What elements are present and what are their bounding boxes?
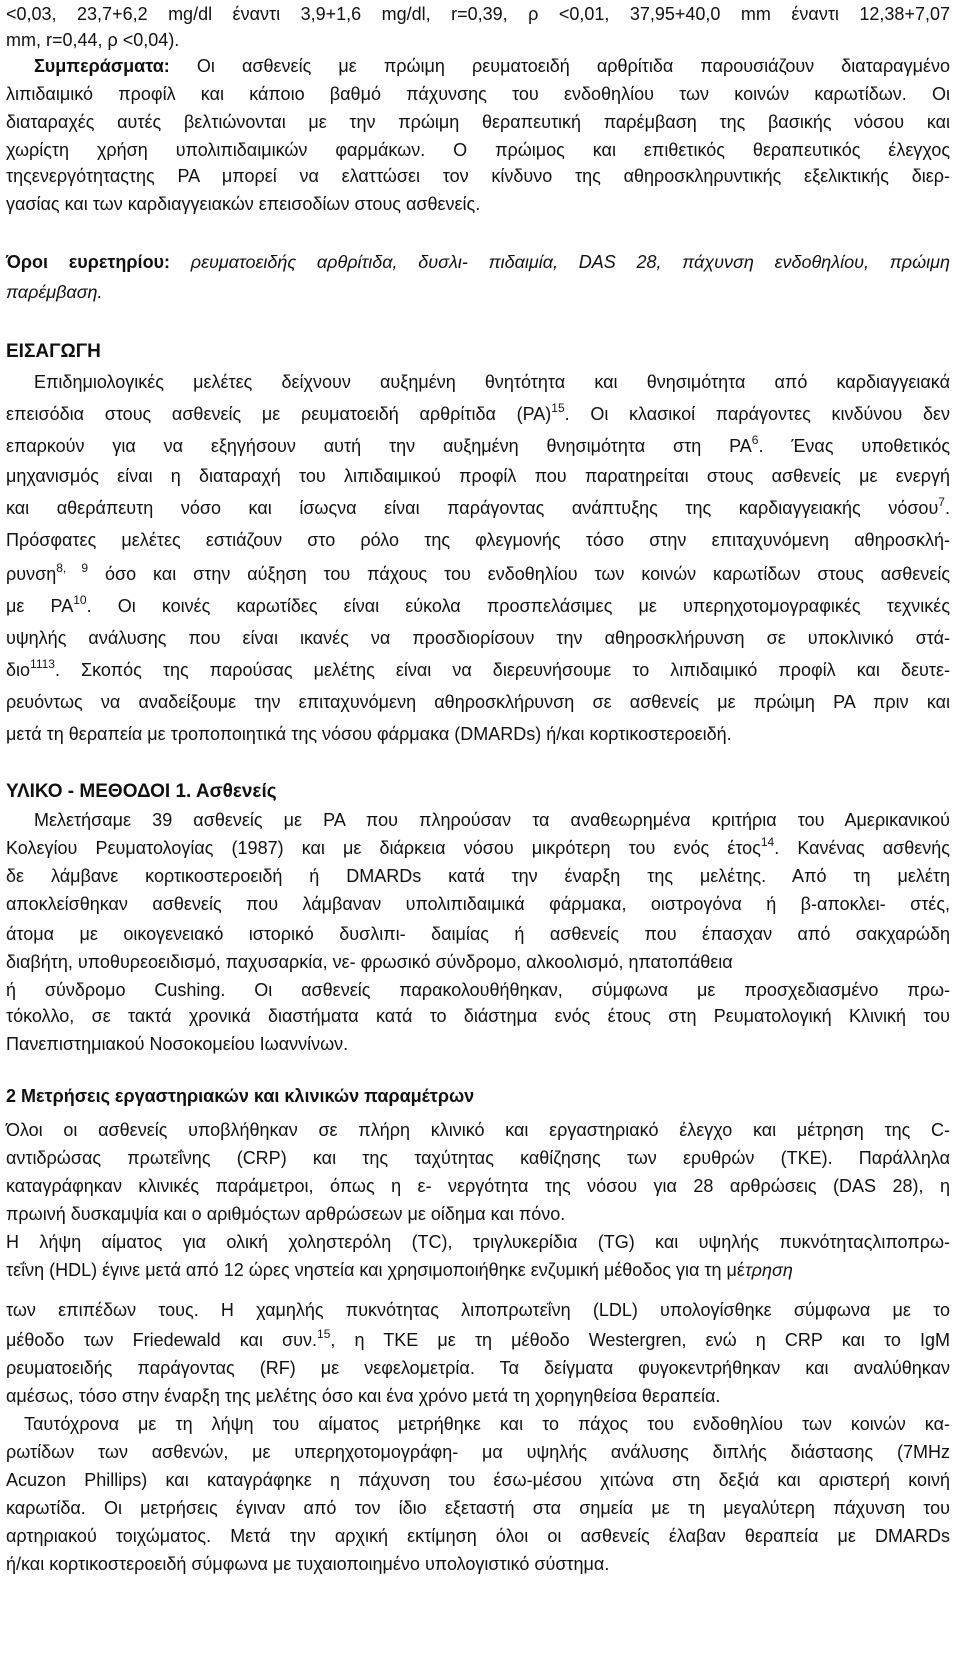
intro-line: επεισόδια στους ασθενείς με ρευματοειδή αρθρίτιδα $(PA)^{15}$. Οι κλασικοί παράγοντες κινδύνου δεν: [6, 401, 950, 424]
abstract-line: χωρίςτη χρήση υπολιπιδαιμικών φαρμάκων. Ο πρώιμος και επιθετικός θεραπευτικός έλεγχος: [6, 140, 950, 160]
keywords-label: Όροι ευρετηρίου:: [6, 252, 171, 272]
intro-line: με ΡΑ$^{10}$. Οι κοινές καρωτίδες είναι εύκολα προσπελάσιμες με υπερηχοτομογραφικές τεχνικές: [6, 593, 950, 616]
section-heading-introduction: ΕΙΣΑΓΩΓΗ: [6, 341, 101, 362]
keywords-line: [6, 250, 950, 276]
measurements-line: μέθοδο των Friedewald και συν.$^{15}$, η ΤΚΕ με τη μέθοδο Westergren, ενώ η CRP και το IgM: [6, 1327, 950, 1350]
methods-line: Πανεπιστημιακού Νοσοκομείου Ιωαννίνων.: [6, 1034, 349, 1054]
measurements-line: Acuzon Phillips) και καταγράφηκε η πάχυνση του έσω-μέσου χιτώνα στη δεξιά και αριστερή κοινή: [6, 1470, 950, 1490]
intro-line: Πρόσφατες μελέτες εστιάζουν στο ρόλο της φλεγμονής τόσο στην επιταχυνόμενη αθηροσκλή-: [6, 530, 950, 550]
abstract-line: mm, r=0,44, ρ <0,04).: [6, 30, 180, 50]
conclusions-label: Συμπεράσματα:: [34, 56, 170, 76]
abstract-line: τηςενεργότηταςτης ΡΑ μπορεί να ελαττώσει τον κίνδυνο της αθηροσκληρυντικής εξελικτικής διερ-: [6, 166, 950, 186]
citation: 8, 9: [56, 561, 89, 575]
intro-line: ρυνση$^{8, 9}$ όσο και στην αύξηση του πάχους του ενδοθηλίου των κοινών καρωτίδων στους ασθενείς: [6, 561, 950, 584]
intro-line: μετά τη θεραπεία με τροποποιητικά της νόσου φάρμακα (DMARDs) ή/και κορτικοστεροειδή.: [6, 724, 732, 744]
methods-line: Μελετήσαμε 39 ασθενείς με ΡΑ που πληρούσαν τα αναθεωρημένα κριτήρια του Αμερικανικού: [34, 810, 950, 830]
citation: 15: [551, 401, 565, 415]
measurements-line: καρωτίδα. Οι μετρήσεις έγιναν από τον ίδιο εξεταστή στα σημεία με τη μεγαλύτερη πάχυνση του: [6, 1498, 950, 1518]
measurements-line: των επιπέδων τους. Η χαμηλής πυκνότητας λιποπρωτεΐνη (LDL) υπολογίσθηκε σύμφωνα με το: [6, 1300, 950, 1320]
measurements-line: τεΐνη (HDL) έγινε μετά από 12 ώρες νηστεία και χρησιμοποιήθηκε ενζυμική μέθοδος για τη μέτρηση: [6, 1260, 793, 1280]
intro-line: Επιδημιολογικές μελέτες δείχνουν αυξημένη θνητότητα και θνησιμότητα από καρδιαγγειακά: [34, 372, 950, 392]
abstract-line: λιπιδαιμικό προφίλ και κάποιο βαθμό πάχυνσης του ενδοθηλίου των κοινών καρωτίδων. Οι: [6, 84, 950, 104]
keywords-line: παρέμβαση.: [6, 282, 103, 302]
intro-line: υψηλής ανάλυσης που είναι ικανές να προσδιορίσουν την αθηροσκλήρυνση σε υποκλινικό στά-: [6, 628, 950, 648]
intro-line: ρευόντως να αναδείξουμε την επιταχυνόμενη αθηροσκλήρυνση σε ασθενείς με πρώιμη ΡΑ πριν και: [6, 692, 950, 712]
measurements-line: Ταυτόχρονα με τη λήψη του αίματος μετρήθηκε και το πάχος του ενδοθηλίου των κοινών κα-: [24, 1414, 950, 1434]
keywords-text: ρευματοειδής αρθρίτιδα, δυσλι- πιδαιμία, DAS 28, πάχυνση ενδοθηλίου, πρώιμη: [170, 252, 950, 272]
methods-line: Κολεγίου Ρευματολογίας (1987) και με διάρκεια νόσου μικρότερη του ενός έτος$^{14}$. Κανένας ασθενής: [6, 835, 950, 858]
intro-line: διο$^{1113}$. Σκοπός της παρούσας μελέτης είναι να διερευνήσουμε το λιπιδαιμικό προφίλ και δευτε-: [6, 657, 950, 680]
methods-line: αποκλείσθηκαν ασθενείς που λάμβαναν υπολιπιδαιμικά φάρμακα, οιστρογόνα ή β-αποκλει- στές,: [6, 894, 950, 914]
abstract-line: [6, 54, 950, 80]
measurements-line: ή/και κορτικοστεροειδή σύμφωνα με τυχαιοποιημένο υπολογιστικό σύστημα.: [6, 1554, 610, 1574]
citation: 15: [317, 1327, 331, 1341]
measurements-line: αρτηριακού τοιχώματος. Μετά την αρχική εκτίμηση όλοι οι ασθενείς έλαβαν θεραπεία με DMARDs: [6, 1526, 950, 1546]
measurements-line: ρωτίδων των ασθενών, με υπερηχοτομογράφη- μα υψηλής ανάλυσης διπλής διάστασης (7MHz: [6, 1442, 950, 1462]
measurements-line: αντιδρώσας πρωτεΐνης (CRP) και της ταχύτητας καθίζησης των ερυθρών (ΤΚΕ). Παράλληλα: [6, 1148, 950, 1168]
measurements-line: καταγράφηκαν κλινικές παράμετροι, όπως η ε- νεργότητα της νόσου για 28 αρθρώσεις (DAS 28), η: [6, 1176, 950, 1196]
abstract-text: Οι ασθενείς με πρώιμη ρευματοειδή αρθρίτιδα παρουσιάζουν διαταραγμένο: [169, 56, 950, 76]
methods-line: άτομα με οικογενειακό ιστορικό δυσλιπι- δαιμίας ή ασθενείς που έπασχαν από σακχαρώδη: [6, 924, 950, 944]
citation: 6: [751, 433, 759, 447]
methods-line: ή σύνδρομο Cushing. Οι ασθενείς παρακολουθήθηκαν, σύμφωνα με προσχεδιασμένο πρω-: [6, 980, 950, 1000]
methods-line: διαβήτη, υποθυρεοειδισμό, παχυσαρκία, νε- φρωσικό σύνδρομο, αλκοολισμό, ηπατοπάθεια: [6, 952, 733, 972]
citation: 10: [73, 593, 87, 607]
measurements-line: Η λήψη αίματος για ολική χοληστερόλη (TC), τριγλυκερίδια (TG) και υψηλής πυκνότηταςλιποπρω-: [6, 1232, 950, 1252]
abstract-line: <0,03, 23,7+6,2 mg/dl έναντι 3,9+1,6 mg/dl, r=0,39, ρ <0,01, 37,95+40,0 mm έναντι 12,38+7,07: [6, 4, 950, 24]
citation: 14: [760, 835, 775, 849]
intro-line: και αθεράπευτη νόσο και ίσωςνα είναι παράγοντας ανάπτυξης της καρδιαγγειακής νόσου$^7$.: [6, 495, 950, 518]
section-heading-measurements: 2 Μετρήσεις εργαστηριακών και κλινικών παραμέτρων: [6, 1086, 475, 1106]
citation: 7: [938, 495, 945, 509]
methods-line: τόκολλο, σε τακτά χρονικά διαστήματα κατά το διάστημα ενός έτους στη Ρευματολογική Κλινική του: [6, 1006, 950, 1026]
citation: 1113: [30, 657, 55, 671]
section-heading-methods: ΥΛΙΚΟ - ΜΕΘΟΔΟΙ 1. Ασθενείς: [6, 781, 277, 802]
measurements-line: αμέσως, τόσο στην έναρξη της μελέτης όσο και ένα χρόνο μετά τη χορηγηθείσα θεραπεία.: [6, 1386, 721, 1406]
measurements-line: πρωινή δυσκαμψία και ο αριθμόςτων αρθρώσεων με οίδημα και πόνο.: [6, 1204, 566, 1224]
abstract-line: διαταραχές αυτές βελτιώνονται με την πρώιμη θεραπευτική παρέμβαση της βασικής νόσου και: [6, 112, 950, 132]
abstract-line: γασίας και των καρδιαγγειακών επεισοδίων στους ασθενείς.: [6, 194, 481, 214]
measurements-line: Όλοι οι ασθενείς υποβλήθηκαν σε πλήρη κλινικό και εργαστηριακό έλεγχο και μέτρηση της C-: [6, 1120, 950, 1140]
intro-line: επαρκούν για να εξηγήσουν αυτή την αυξημένη θνησιμότητα στη $PA^6$. Ένας υποθετικός: [6, 433, 950, 456]
intro-line: μηχανισμός είναι η διαταραχή του λιπιδαιμικού προφίλ που παρατηρείται στους ασθενείς με ενεργή: [6, 466, 950, 486]
methods-line: δε λάμβανε κορτικοστεροειδή ή DMARDs κατά την έναρξη της μελέτης. Από τη μελέτη: [6, 866, 950, 886]
measurements-line: ρευματοειδής παράγοντας (RF) με νεφελομετρία. Τα δείγματα φυγοκεντρήθηκαν και αναλύθηκαν: [6, 1358, 950, 1378]
